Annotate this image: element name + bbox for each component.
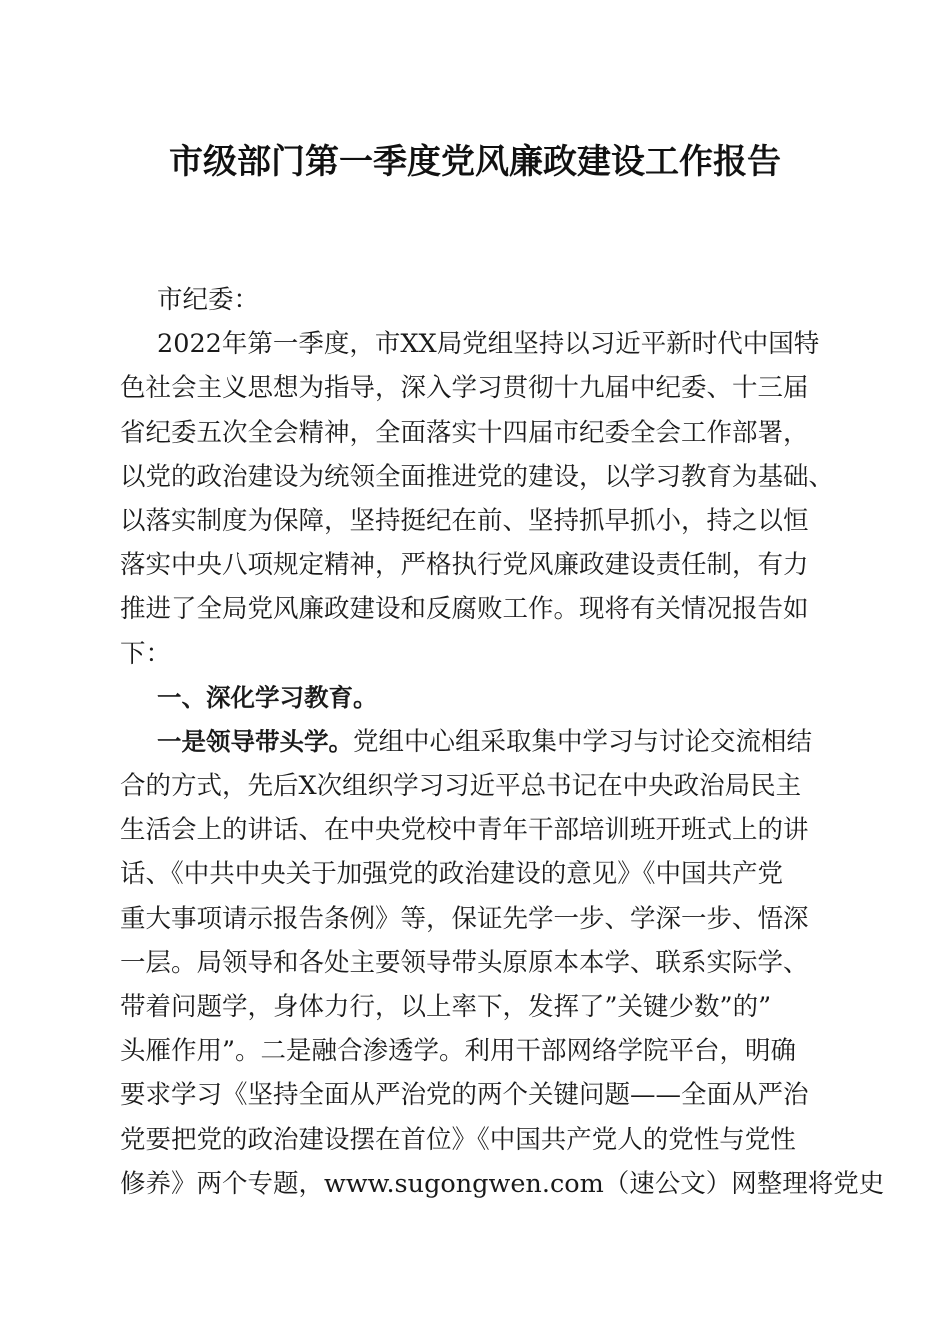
section-line: 重大事项请示报告条例》等，保证先学一步、学深一步、悟深 xyxy=(120,903,809,934)
paragraph-line: 落实中央八项规定精神，严格执行党风廉政建设责任制，有力 xyxy=(120,550,809,581)
paragraph-line: 以党的政治建设为统领全面推进党的建设，以学习教育为基础、 xyxy=(120,461,835,492)
salutation: 市纪委： xyxy=(157,285,260,315)
paragraph-line: 色社会主义思想为指导，深入学习贯彻十九届中纪委、十三届 xyxy=(120,373,809,404)
section-line: 一层。局领导和各处主要领导带头原原本本学、联系实际学、 xyxy=(120,947,809,978)
section-heading: 一、深化学习教育。 xyxy=(157,682,378,712)
section-line: 带着问题学，身体力行，以上率下，发挥了”关键少数”的” xyxy=(120,992,772,1022)
section-line: 生活会上的讲话、在中央党校中青年干部培训班开班式上的讲 xyxy=(120,815,809,846)
section-line: 合的方式，先后X次组织学习习近平总书记在中央政治局民主 xyxy=(120,771,802,802)
paragraph-line: 2022年第一季度，市XX局党组坚持以习近平新时代中国特 xyxy=(157,329,820,360)
section-first-line xyxy=(120,720,832,764)
section-line: 头雁作用”。二是融合渗透学。利用干部网络学院平台，明确 xyxy=(120,1036,797,1067)
paragraph-line: 下： xyxy=(120,638,172,669)
paragraph-line: 省纪委五次全会精神，全面落实十四届市纪委全会工作部署， xyxy=(120,417,809,448)
paragraph-line: 推进了全局党风廉政建设和反腐败工作。现将有关情况报告如 xyxy=(120,594,809,625)
section-line: 话、《中共中央关于加强党的政治建设的意见》《中国共产党 xyxy=(120,859,784,890)
document-title: 市级部门第一季度党风廉政建设工作报告 xyxy=(169,142,781,182)
paragraph-line: 以落实制度为保障，坚持挺纪在前、坚持抓早抓小，持之以恒 xyxy=(120,505,809,536)
section-line: 党要把党的政治建设摆在首位》《中国共产党人的党性与党性 xyxy=(120,1124,796,1155)
section-line: 修养》两个专题，www.sugongwen.com（速公文）网整理将党史 xyxy=(120,1168,885,1199)
section-first-line-text: 党组中心组采取集中学习与讨论交流相结 xyxy=(353,726,813,757)
document-body xyxy=(120,278,885,1206)
section-line: 要求学习《坚持全面从严治党的两个关键问题——全面从严治 xyxy=(120,1080,809,1111)
section-lead: 一是领导带头学。 xyxy=(157,726,353,756)
